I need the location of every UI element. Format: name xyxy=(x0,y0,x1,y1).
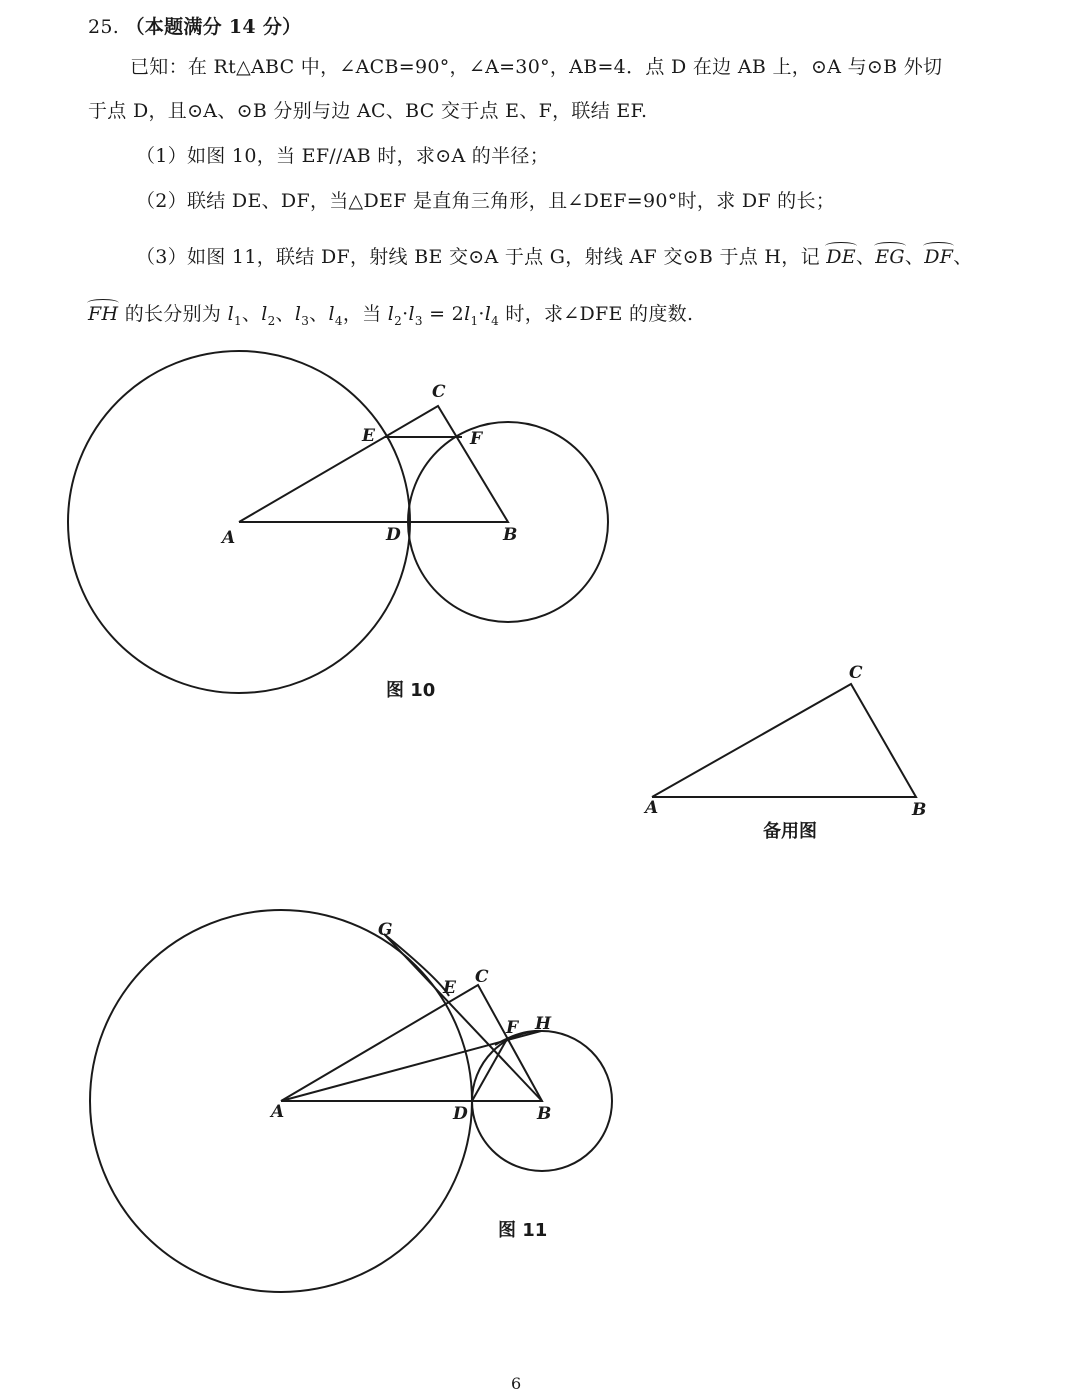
label-b-fig11: B xyxy=(537,1104,552,1124)
var-l3: l xyxy=(294,303,302,325)
eq-sign: = 2 xyxy=(429,303,465,325)
given-line-2: 于点 D，且⊙A、⊙B 分别与边 AC、BC 交于点 E、F，联结 EF. xyxy=(88,100,648,122)
eq-sub-2: 2 xyxy=(394,313,403,328)
arc-df-label: DF xyxy=(924,246,954,268)
triangle-abc xyxy=(239,406,508,522)
ray-be xyxy=(384,934,542,1101)
var-l2: l xyxy=(261,303,268,325)
figure-10-caption: 图 10 xyxy=(386,680,436,701)
separator: 、 xyxy=(904,246,925,268)
separator: 、 xyxy=(309,303,329,325)
label-g-fig11: G xyxy=(378,920,393,940)
problem-number: 25. xyxy=(88,16,120,38)
label-e-fig11: E xyxy=(443,978,456,998)
label-c: C xyxy=(432,382,446,402)
eq-l3: l xyxy=(408,303,415,325)
sub-3: 3 xyxy=(301,313,310,328)
eq-sub-3: 3 xyxy=(414,313,423,328)
question-2: （2）联结 DE、DF，当△DEF 是直角三角形，且∠DEF=90°时，求 DF 的长； xyxy=(136,190,836,212)
arc-eg-label: EG xyxy=(875,246,905,268)
backup-label-a: A xyxy=(645,798,659,818)
eq-sub-4: 4 xyxy=(491,313,500,328)
sub-4: 4 xyxy=(334,313,343,328)
label-f: F xyxy=(470,429,483,449)
backup-label-b: B xyxy=(912,800,927,820)
question-3-text: （3）如图 11，联结 DF，射线 BE 交⊙A 于点 G，射线 AF 交⊙B 于点 H，记 xyxy=(136,246,820,268)
page-number: 6 xyxy=(511,1374,522,1392)
label-b: B xyxy=(503,525,518,545)
question-3-end: 时，求∠DFE 的度数. xyxy=(505,303,694,325)
var-l1: l xyxy=(227,303,234,325)
arc-de-label: DE xyxy=(826,246,856,268)
sub-2: 2 xyxy=(267,313,276,328)
label-c-fig11: C xyxy=(475,967,489,987)
condition-prefix: ，当 xyxy=(342,303,382,325)
label-f-fig11: F xyxy=(506,1018,519,1038)
label-h-fig11: H xyxy=(535,1014,552,1034)
question-3-mid: 的长分别为 xyxy=(124,303,222,325)
label-a-fig11: A xyxy=(271,1102,285,1122)
var-l4: l xyxy=(328,303,335,325)
separator: 、 xyxy=(953,246,973,268)
backup-figure xyxy=(652,684,916,797)
question-1: （1）如图 10，当 EF//AB 时，求⊙A 的半径； xyxy=(136,145,550,167)
problem-score: （本题满分 14 分） xyxy=(125,16,302,38)
eq-l2: l xyxy=(387,303,395,325)
separator: 、 xyxy=(275,303,295,325)
sub-1: 1 xyxy=(233,313,242,328)
backup-caption: 备用图 xyxy=(763,821,817,842)
given-line-1: 已知：在 Rt△ABC 中，∠ACB=90°，∠A=30°，AB=4．点 D 在边 AB 上，⊙A 与⊙B 外切 xyxy=(130,56,943,78)
arc-fh-label: FH xyxy=(88,303,119,325)
eq-l4: l xyxy=(484,303,492,325)
label-d-fig11: D xyxy=(453,1104,468,1124)
backup-triangle xyxy=(652,684,916,797)
figure-11-caption: 图 11 xyxy=(498,1220,548,1241)
eq-l1: l xyxy=(464,303,471,325)
label-d: D xyxy=(386,525,401,545)
label-a: A xyxy=(222,528,236,548)
eq-sub-1: 1 xyxy=(470,313,479,328)
separator: 、 xyxy=(241,303,262,325)
backup-label-c: C xyxy=(849,663,863,683)
figure-10 xyxy=(68,351,608,693)
label-e: E xyxy=(362,426,375,446)
separator: 、 xyxy=(855,246,876,268)
question-3-line-2: FH 的长分别为 $l_1$、$l_2$、$l_3$、$l_4$，当 $l_2\cdot l_3 = 2l_1\cdot l_4$ 时，求∠DFE 的度数. xyxy=(88,303,694,328)
